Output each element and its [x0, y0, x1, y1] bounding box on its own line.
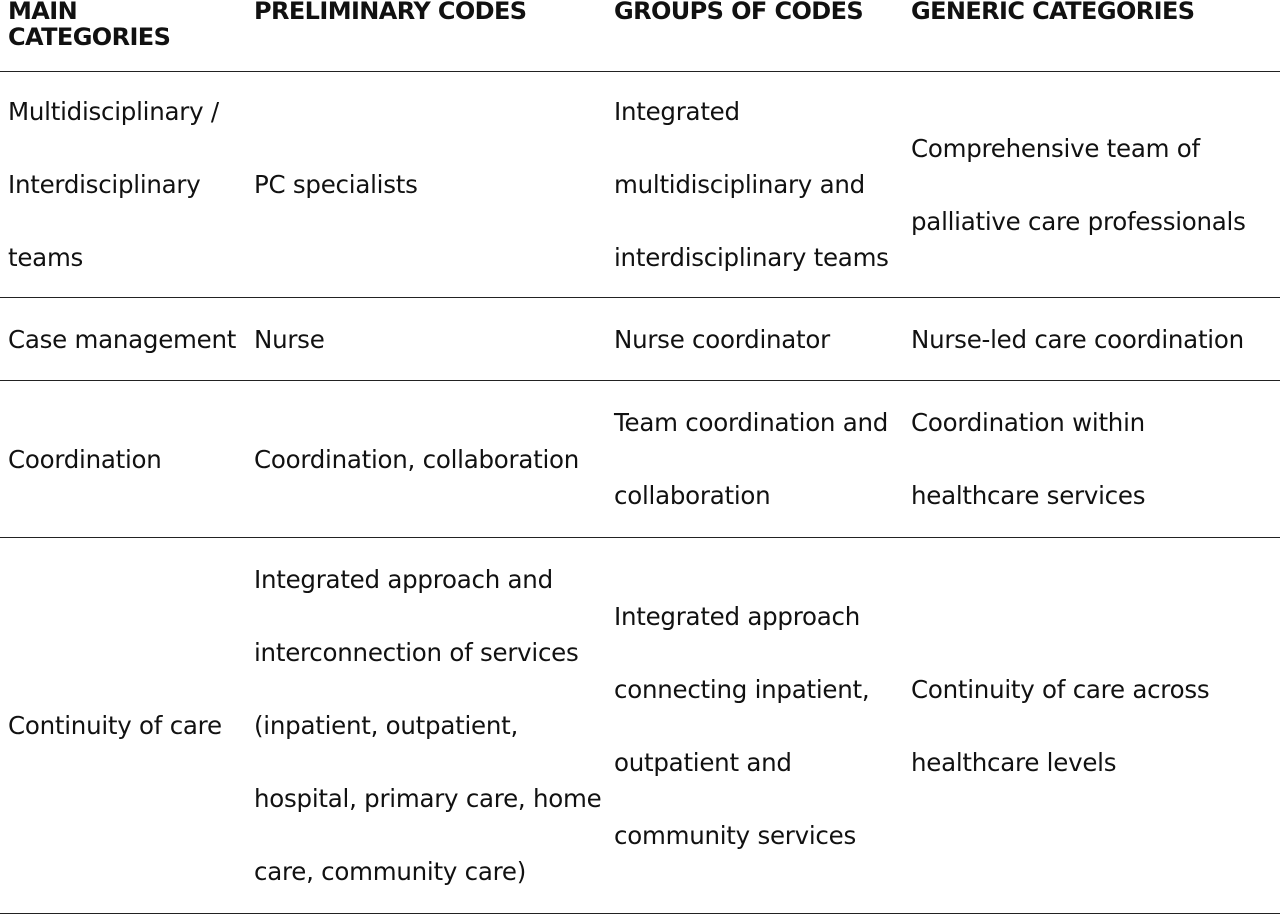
cell-group-of-codes: Integrated approach connecting inpatient, outpatient and community services [614, 601, 870, 850]
cell-preliminary-code: Integrated approach and interconnection of services (inpatient, outpatient, hospital, primary care, home care, community care) [254, 565, 602, 886]
cell-preliminary-code: Nurse [254, 324, 325, 354]
cell-generic-category: Nurse-led care coordination [911, 324, 1244, 354]
cell-group-of-codes: Team coordination and collaboration [614, 408, 889, 510]
cell-main-category: Continuity of care [8, 711, 222, 740]
cell-group-of-codes: Nurse coordinator [614, 324, 830, 354]
table-row [0, 298, 1280, 381]
cell-preliminary-code: Coordination, collaboration [254, 444, 580, 474]
cell-group-of-codes: Integrated multidisciplinary and interdisciplinary teams [614, 97, 889, 272]
header-preliminary-codes: PRELIMINARY CODES [254, 0, 527, 25]
cell-main-category: Coordination [8, 444, 162, 474]
table-row [0, 72, 1280, 298]
cell-preliminary-code: PC specialists [254, 170, 418, 199]
cell-generic-category: Comprehensive team of palliative care professionals [911, 133, 1246, 236]
cell-main-category: Case management [8, 324, 237, 354]
header-groups-of-codes: GROUPS OF CODES [614, 0, 864, 25]
header-main-categories: MAIN CATEGORIES [8, 0, 171, 51]
table-row [0, 381, 1280, 538]
cell-generic-category: Coordination within healthcare services [911, 408, 1146, 510]
table-row [0, 538, 1280, 914]
table-header-row [0, 0, 1280, 72]
cell-generic-category: Continuity of care across healthcare levels [911, 674, 1210, 777]
header-generic-categories: GENERIC CATEGORIES [911, 0, 1195, 25]
cell-main-category: Multidisciplinary / Interdisciplinary teams [8, 97, 219, 272]
